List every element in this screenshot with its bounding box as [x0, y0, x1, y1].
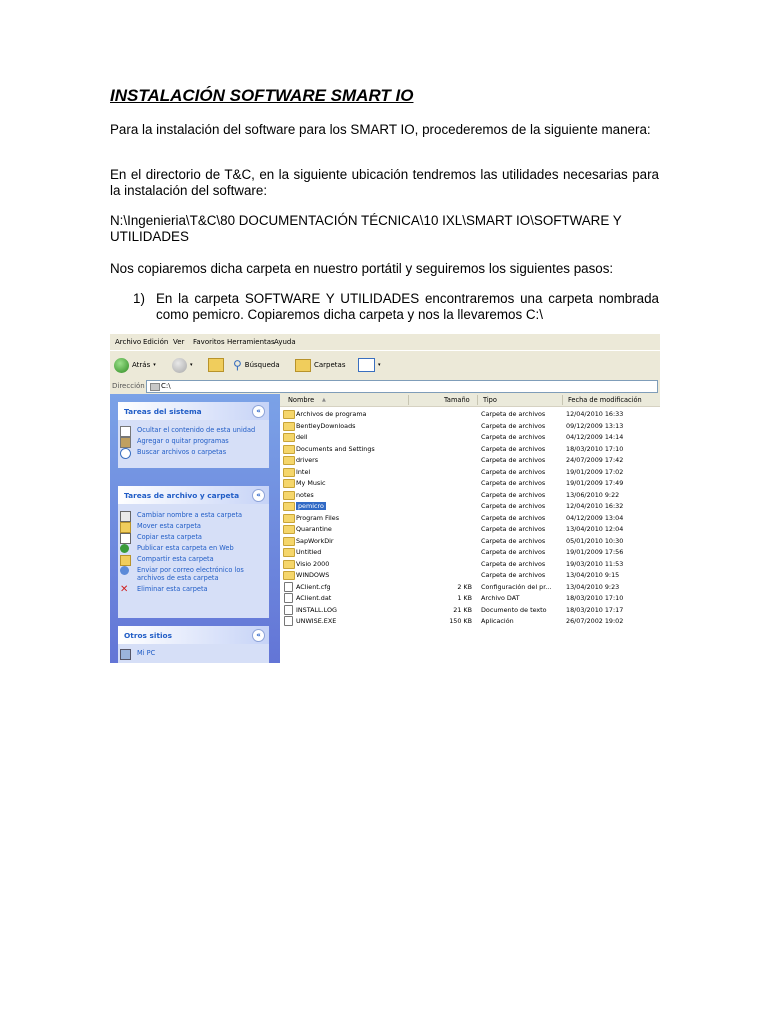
folder-icon [283, 445, 295, 454]
collapse-icon[interactable]: « [252, 489, 265, 502]
file-type: Carpeta de archivos [481, 444, 546, 453]
file-type: Carpeta de archivos [481, 421, 546, 430]
table-row[interactable] [280, 466, 660, 478]
paragraph-location: En el directorio de T&C, en la siguiente ubicación tendremos las utilidades necesarias para la instalación del software: [110, 167, 659, 198]
forward-button[interactable] [172, 357, 193, 373]
task-add-remove-programs[interactable]: Agregar o quitar programas [120, 437, 269, 445]
toolbar [110, 350, 660, 380]
file-tasks-panel [118, 486, 269, 618]
file-name: My Music [296, 479, 326, 487]
share-icon [120, 555, 131, 566]
folder-icon [283, 502, 295, 511]
search-icon [120, 448, 131, 459]
file-date: 18/03/2010 17:10 [566, 444, 624, 453]
task-hide-contents[interactable]: Ocultar el contenido de esta unidad [120, 426, 269, 434]
collapse-icon[interactable]: « [252, 405, 265, 418]
file-date: 18/03/2010 17:10 [566, 594, 624, 602]
folder-icon [283, 456, 295, 465]
folder-icon [283, 479, 295, 488]
file-icon [284, 593, 293, 603]
search-button[interactable]: ⚲ Búsqueda [233, 358, 280, 372]
globe-icon [120, 544, 129, 553]
file-type: Carpeta de archivos [481, 525, 546, 533]
file-type: Carpeta de archivos [481, 490, 546, 499]
file-name: Quarantine [296, 525, 332, 533]
forward-arrow-icon [172, 358, 187, 373]
address-label: Dirección [112, 382, 145, 390]
paragraph-intro: Para la instalación del software para los SMART IO, procederemos de la siguiente manera: [110, 122, 651, 137]
menu-archivo[interactable]: Archivo [115, 338, 142, 346]
step-1 [133, 291, 659, 323]
file-date: 13/04/2010 9:15 [566, 571, 620, 579]
copy-icon [120, 533, 131, 544]
file-size: 1 KB [457, 594, 472, 602]
file-name: notes [296, 490, 314, 499]
menu-edicion[interactable]: Edición [143, 338, 169, 346]
file-type: Carpeta de archivos [481, 456, 546, 464]
file-icon [284, 582, 293, 592]
collapse-icon[interactable]: « [252, 629, 265, 642]
task-pane [110, 394, 280, 663]
file-name: WINDOWS [296, 571, 330, 579]
folder-icon [283, 560, 295, 569]
folder-up-icon [208, 358, 224, 372]
address-input[interactable]: C:\ [146, 380, 658, 393]
file-name: SapWorkDir [296, 536, 334, 545]
file-icon [284, 616, 293, 626]
file-type: Carpeta de archivos [481, 479, 546, 487]
file-date: 04/12/2009 14:14 [566, 433, 624, 441]
file-list [280, 394, 660, 663]
system-tasks-header[interactable]: Tareas del sistema « [118, 402, 269, 420]
file-name: pemicro [298, 502, 324, 510]
other-places-panel [118, 626, 269, 663]
column-header [280, 394, 660, 407]
file-date: 13/06/2010 9:22 [566, 490, 620, 499]
file-date: 04/12/2009 13:04 [566, 513, 624, 522]
column-tamano[interactable]: Tamaño [444, 396, 470, 404]
file-name: BentleyDownloads [296, 421, 356, 430]
file-date: 09/12/2009 13:13 [566, 421, 624, 430]
computer-icon [120, 649, 131, 660]
task-rename-folder[interactable]: Cambiar nombre a esta carpeta [120, 511, 269, 519]
rename-icon [120, 511, 131, 522]
folder-icon [283, 433, 295, 442]
back-arrow-icon [114, 358, 129, 373]
file-type: Carpeta de archivos [481, 502, 546, 510]
menu-ayuda[interactable]: Ayuda [274, 338, 296, 346]
views-icon [358, 358, 375, 372]
task-publish-web[interactable]: Publicar esta carpeta en Web [120, 544, 269, 552]
menu-favoritos[interactable]: Favoritos [193, 338, 225, 346]
file-name: Archivos de programa [296, 410, 367, 418]
file-date: 26/07/2002 19:02 [566, 617, 624, 625]
file-date: 13/04/2010 9:23 [566, 582, 620, 591]
file-type: Carpeta de archivos [481, 559, 546, 568]
file-size: 150 KB [449, 617, 472, 625]
table-row[interactable] [280, 443, 660, 455]
folders-button[interactable]: Carpetas [295, 357, 346, 373]
menu-ver[interactable]: Ver [173, 338, 185, 346]
document-title: INSTALACIÓN SOFTWARE SMART IO [110, 86, 414, 105]
column-nombre[interactable]: Nombre [288, 396, 315, 404]
chevron-down-icon: ▾ [378, 362, 381, 368]
folder-icon [283, 422, 295, 431]
table-row[interactable] [280, 592, 660, 604]
drive-icon [150, 383, 160, 391]
table-row[interactable] [280, 581, 660, 593]
step-text: En la carpeta SOFTWARE Y UTILIDADES encontraremos una carpeta nombrada como pemicro. Copiaremos dicha carpeta y nos la llevaremos C:\ [156, 291, 659, 322]
place-my-computer[interactable]: Mi PC [120, 649, 269, 657]
file-name: UNWISE.EXE [296, 617, 337, 625]
chevron-down-icon: ▾ [190, 362, 193, 368]
folder-icon [283, 537, 295, 546]
other-places-header[interactable]: Otros sitios « [118, 626, 269, 644]
column-fecha[interactable]: Fecha de modificación [568, 396, 642, 404]
folders-icon [295, 359, 311, 372]
folder-icon [283, 548, 295, 557]
file-name: Intel [296, 467, 311, 476]
file-date: 12/04/2010 16:33 [566, 410, 624, 418]
task-search-files[interactable]: Buscar archivos o carpetas [120, 448, 269, 456]
email-icon [120, 566, 129, 575]
file-size: 2 KB [457, 582, 472, 591]
file-name: Visio 2000 [296, 559, 330, 568]
file-type: Carpeta de archivos [481, 513, 546, 522]
table-row[interactable] [280, 431, 660, 443]
file-date: 12/04/2010 16:32 [566, 502, 624, 510]
column-tipo[interactable]: Tipo [483, 396, 497, 404]
file-name: Documents and Settings [296, 444, 375, 453]
table-row[interactable] [280, 420, 660, 432]
task-share-folder[interactable]: Compartir esta carpeta [120, 555, 269, 563]
file-tasks-header[interactable]: Tareas de archivo y carpeta « [118, 486, 269, 504]
table-row[interactable] [280, 454, 660, 466]
file-date: 24/07/2009 17:42 [566, 456, 624, 464]
up-button[interactable] [208, 357, 224, 373]
paragraph-path: N:\Ingenieria\T&C\80 DOCUMENTACIÓN TÉCNICA\10 IXL\SMART IO\SOFTWARE Y UTILIDADES [110, 213, 622, 244]
task-move-folder[interactable]: Mover esta carpeta [120, 522, 269, 530]
table-row[interactable] [280, 546, 660, 558]
file-icon [284, 605, 293, 615]
folder-icon [283, 491, 295, 500]
table-row[interactable] [280, 569, 660, 581]
table-row[interactable] [280, 535, 660, 547]
file-date: 19/01/2009 17:56 [566, 548, 624, 556]
file-date: 18/03/2010 17:17 [566, 605, 624, 614]
folder-icon [283, 514, 295, 523]
task-delete-folder[interactable]: ✕ Eliminar esta carpeta [120, 584, 208, 595]
file-type: Aplicación [481, 617, 514, 625]
menu-bar [110, 334, 660, 349]
paragraph-steps-intro: Nos copiaremos dicha carpeta en nuestro portátil y seguiremos los siguientes pasos: [110, 261, 614, 276]
file-date: 19/01/2009 17:02 [566, 467, 624, 476]
file-date: 19/03/2010 11:53 [566, 559, 624, 568]
menu-herramientas[interactable]: Herramientas [227, 338, 275, 346]
file-type: Carpeta de archivos [481, 433, 546, 441]
file-type: Documento de texto [481, 605, 547, 614]
file-name: AClient.cfg [296, 582, 331, 591]
views-button[interactable] [358, 357, 381, 373]
file-name: dell [296, 433, 308, 441]
back-button[interactable]: Atrás ▾ [114, 357, 156, 373]
folder-icon [283, 525, 295, 534]
folder-icon [283, 410, 295, 419]
table-row[interactable] [280, 489, 660, 501]
file-name: drivers [296, 456, 319, 464]
search-icon: ⚲ [233, 358, 242, 372]
step-number: 1) [133, 291, 145, 306]
file-date: 19/01/2009 17:49 [566, 479, 624, 487]
file-type: Configuración del pr... [481, 582, 552, 591]
file-type: Carpeta de archivos [481, 548, 546, 556]
file-type: Archivo DAT [481, 594, 520, 602]
drive-icon [120, 426, 131, 437]
table-row[interactable] [280, 615, 660, 627]
file-name: INSTALL.LOG [296, 605, 337, 614]
file-type: Carpeta de archivos [481, 571, 546, 579]
sort-arrow-icon: ▲ [322, 397, 326, 403]
programs-icon [120, 437, 131, 448]
table-row[interactable] [280, 558, 660, 570]
file-name: AClient.dat [296, 594, 332, 602]
task-copy-folder[interactable]: Copiar esta carpeta [120, 533, 269, 541]
table-row[interactable] [280, 604, 660, 616]
table-row[interactable] [280, 408, 660, 420]
file-date: 05/01/2010 10:30 [566, 536, 624, 545]
table-row[interactable] [280, 477, 660, 489]
table-row[interactable] [280, 500, 660, 512]
file-size: 21 KB [453, 605, 472, 614]
move-folder-icon [120, 522, 131, 533]
file-date: 13/04/2010 12:04 [566, 525, 624, 533]
table-row[interactable] [280, 523, 660, 535]
file-type: Carpeta de archivos [481, 410, 546, 418]
task-email-files[interactable]: Enviar por correo electrónico los archivos de esta carpeta [120, 566, 269, 582]
file-type: Carpeta de archivos [481, 536, 546, 545]
file-name: Untitled [296, 548, 322, 556]
folder-icon [283, 571, 295, 580]
table-row[interactable] [280, 512, 660, 524]
address-bar [110, 379, 660, 393]
file-name: Program Files [296, 513, 340, 522]
delete-icon: ✕ [120, 584, 129, 595]
system-tasks-panel [118, 402, 269, 468]
folder-icon [283, 468, 295, 477]
chevron-down-icon: ▾ [153, 362, 156, 368]
explorer-screenshot [110, 334, 660, 663]
file-type: Carpeta de archivos [481, 467, 546, 476]
